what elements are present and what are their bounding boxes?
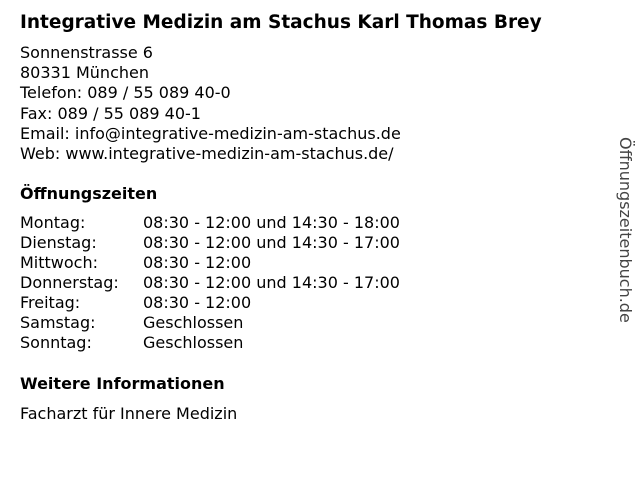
contact-block	[20, 43, 401, 164]
time-value: 08:30 - 12:00 und 14:30 - 17:00	[143, 233, 400, 252]
opening-hours-table	[20, 213, 500, 353]
website-address: Web: www.integrative-medizin-am-stachus.de/	[20, 144, 394, 164]
fax-number: Fax: 089 / 55 089 40-1	[20, 103, 201, 123]
day-label: Samstag:	[20, 313, 96, 332]
time-value: Geschlossen	[143, 313, 244, 332]
day-label: Donnerstag:	[20, 273, 119, 292]
day-label: Mittwoch:	[20, 253, 98, 272]
city-address: 80331 München	[20, 63, 149, 83]
day-label: Dienstag:	[20, 233, 97, 252]
time-value: 08:30 - 12:00	[143, 293, 252, 312]
hours-row	[20, 233, 500, 253]
hours-row	[20, 273, 500, 293]
street-address: Sonnenstrasse 6	[20, 43, 153, 62]
site-watermark-label: Öffnungszeitenbuch.de	[616, 137, 635, 323]
hours-row	[20, 213, 500, 233]
time-value: 08:30 - 12:00 und 14:30 - 18:00	[143, 213, 400, 232]
day-label: Montag:	[20, 213, 86, 232]
hours-row	[20, 313, 500, 333]
time-value: 08:30 - 12:00 und 14:30 - 17:00	[143, 273, 400, 292]
hours-row	[20, 293, 500, 313]
day-label: Freitag:	[20, 293, 81, 312]
specialty-text: Facharzt für Innere Medizin	[20, 404, 238, 423]
time-value: 08:30 - 12:00	[143, 253, 252, 272]
hours-row	[20, 333, 500, 353]
email-address: Email: info@integrative-medizin-am-stachus.de	[20, 123, 401, 143]
opening-hours-heading: Öffnungszeiten	[20, 184, 158, 203]
time-value: Geschlossen	[143, 333, 244, 352]
day-label: Sonntag:	[20, 333, 92, 352]
page-title: Integrative Medizin am Stachus Karl Thomas Brey	[20, 12, 542, 33]
hours-row	[20, 253, 500, 273]
phone-number: Telefon: 089 / 55 089 40-0	[20, 83, 231, 103]
further-info-heading: Weitere Informationen	[20, 374, 225, 393]
